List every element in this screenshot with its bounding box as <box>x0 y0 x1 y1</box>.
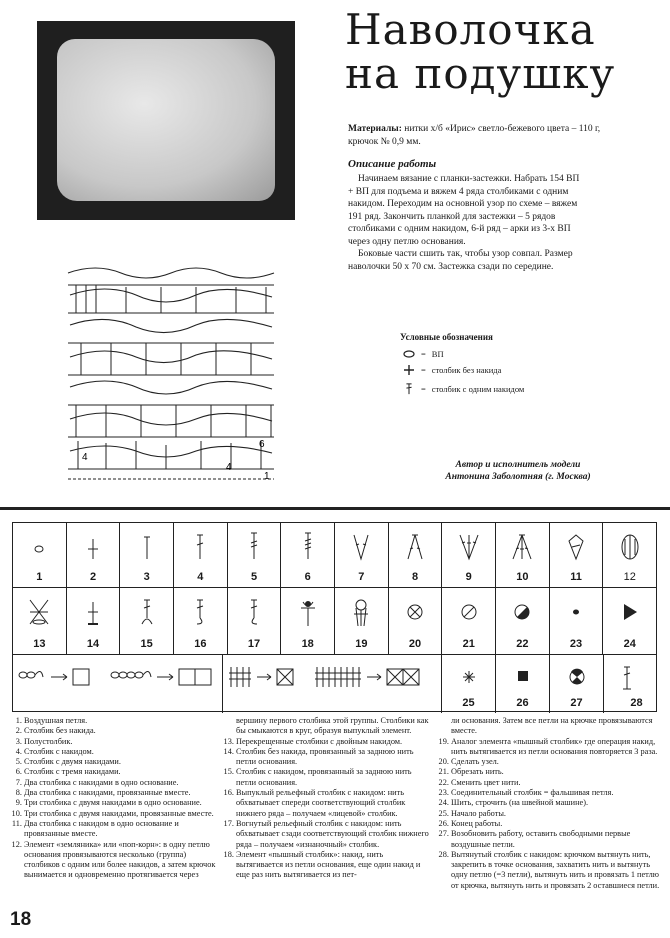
symbol-cell: 23 <box>550 588 604 654</box>
symbol-cell: 25 <box>442 655 496 713</box>
description-heading: Описание работы <box>348 158 437 170</box>
symbol-cell: 14 <box>67 588 121 654</box>
symbol-cell: 5 <box>228 523 282 587</box>
symbol-cell: 26 <box>496 655 550 713</box>
page-number: 18 <box>10 909 32 930</box>
symbol-cell: 12 <box>603 523 656 587</box>
symbol-cell: 17 <box>228 588 282 654</box>
legend-item-sc: = столбик без накида <box>403 364 501 376</box>
description-text: Начинаем вязание с планки-застежки. Набрать 154 ВП + ВП для подъема и вяжем 4 ряда столбиками с одним накидом. Переходим на основной узор по схеме – вяжем 191 ряд. Закончить планкой для застежки – 5 рядов столбиками с одним накидом, 6-й ряд – арки из 3-х ВП через одну петлю основания. Боковые части сшить так, чтобы узор совпал. Размер наволочки 50 х 70 см. Застежка сзади по середине. <box>348 174 580 272</box>
page-title: Наволочка на подушку <box>345 5 616 98</box>
symbol-cell: 15 <box>120 588 174 654</box>
symbol-cell: 13 <box>13 588 67 654</box>
legend-item-chain: = ВП <box>403 348 444 360</box>
notes-column-1: 1. Воздушная петля. 2. Столбик без накида. 3. Полустолбик. 4. Столбик с накидом. 5. Столбик с двумя накидами. 6. Столбик с тремя накидами. 7. Два столбика с накидами в одно основание. 8. Два столбика с накидами, провязанные вместе. 9. Три столбика с двумя накидами в одно основание. 10. Три столбика с двумя накидами, провязанные вместе. 11. Два столбика с накидом в одно основание и провязанные вместе. 12. Элемент «земляника» или «поп-корн»: в одну петлю основания провязываются несколько (группа) столбиков с одним или более накидов, а затем крючок вынимается и одновременно протягивается через <box>10 716 218 881</box>
symbol-cell: 19 <box>335 588 389 654</box>
symbol-row-2 <box>13 588 656 654</box>
author-credit: Автор и исполнитель модели Антонина Заболотняя (г. Москва) <box>445 460 591 482</box>
symbol-cell: 2 <box>67 523 121 587</box>
symbol-cell: 4 <box>174 523 228 587</box>
symbol-cell: 6 <box>281 523 335 587</box>
symbol-cell: 10 <box>496 523 550 587</box>
double-crochet-icon <box>403 383 415 395</box>
sequence-diagram-2 <box>227 663 427 693</box>
symbol-cell: 18 <box>281 588 335 654</box>
symbol-row-3 <box>442 655 657 713</box>
symbol-table <box>12 522 657 712</box>
symbol-cell: 20 <box>389 588 443 654</box>
symbol-cell: 24 <box>603 588 656 654</box>
legend-heading: Условные обозначения <box>400 332 493 342</box>
row-label-1: 1 <box>264 471 270 482</box>
row-label-4a: 4 <box>82 452 88 463</box>
symbol-cell: 1 <box>13 523 67 587</box>
notes-column-2: вершину первого столбика этой группы. Столбики как бы смыкаются в круг, образуя выпуклый элемент. 13. Перекрещенные столбики с двойным накидом. 14. Столбик без накида, провязанный за заднюю нить петли основания. 15. Столбик с накидом, провязанный за заднюю нить петли основания. 16. Выпуклый рельефный столбик с накидом: нить обхватывает спереди соответствующий столбик нижнего ряда – получаем «лицевой» столбик. 17. Вогнутый рельефный столбик с накидом: нить обхватывает сзади соответствующий столбик нижнего ряда – получаем «изнаночный» столбик. 18. Элемент «пышный столбик»: накид, нить вытягивается из петли основания, еще один накид и еще раз нить вытягивается из пет- <box>222 716 432 881</box>
notes-column-3: ли основания. Затем все петли на крючке провязываются вместе. 19. Аналог элемента «пышный столбик» где операция накид, нить вытягивается из петли основания повторяется 3 раза. 20. Сделать узел. 21. Обрезать нить. 22. Сменить цвет нити. 23. Соединительный столбик = фальшивая петля. 24. Шить, строчить (на швейной машине). 25. Начало работы. 26. Конец работы. 27. Возобновить работу, оставить свободными первые воздушные петли. 28. Вытянутый столбик с накидом: крючком вытянуть нить, закрепить в точке основания, захватить нить и вытянуть одну петлю (=3 петли), вытянуть нить и провязать 1 петлю от крючка, вытянуть нить и провязать 2 оставшиеся петли. <box>437 716 662 891</box>
symbol-cell: 21 <box>442 588 496 654</box>
row-label-4b: 4 <box>226 462 232 473</box>
symbol-cell: 16 <box>174 588 228 654</box>
divider <box>0 507 670 510</box>
legend-item-dc: = столбик с одним накидом <box>403 383 524 395</box>
symbol-cell: 8 <box>389 523 443 587</box>
symbol-cell: 3 <box>120 523 174 587</box>
symbol-cell: 27 <box>550 655 604 713</box>
crochet-chart <box>66 265 278 485</box>
symbol-cell: 22 <box>496 588 550 654</box>
sequence-diagram-1 <box>17 663 217 693</box>
symbol-row-1 <box>13 523 656 587</box>
chain-icon <box>403 348 415 360</box>
symbol-cell: 11 <box>550 523 604 587</box>
single-crochet-icon <box>403 364 415 376</box>
symbol-cell: 7 <box>335 523 389 587</box>
materials: Материалы: нитки х/б «Ирис» светло-бежевого цвета – 110 г, крючок № 0,9 мм. <box>348 124 601 147</box>
pillow-photo <box>37 21 295 220</box>
symbol-cell: 9 <box>442 523 496 587</box>
symbol-cell: 28 <box>604 655 657 713</box>
row-label-6: 6 <box>259 439 265 450</box>
